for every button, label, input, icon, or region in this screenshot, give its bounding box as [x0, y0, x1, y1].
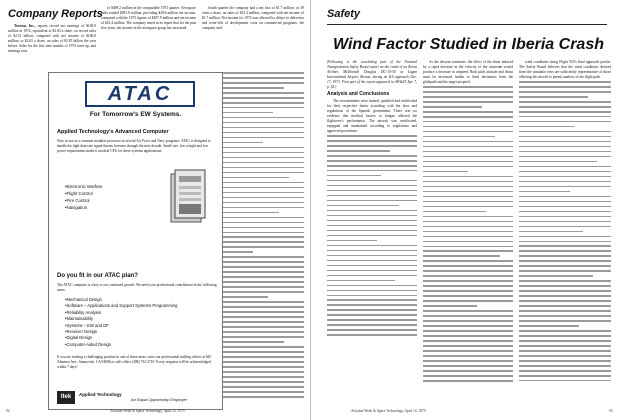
itek-logo: Itek	[57, 391, 75, 404]
article-column-1	[327, 60, 417, 400]
ad-body: The ATAC computer is a key to our continued growth. We need your professional contribution in the following areas:	[57, 283, 217, 292]
list-item: • Reliability Analysis	[65, 310, 215, 316]
list-item: • Computer-Aided Design	[65, 342, 215, 348]
article-subhead: Analysis and Conclusions	[327, 91, 390, 97]
section-rule	[327, 24, 607, 25]
footer-right: Aviation Week & Space Technology, April 14, 1975	[351, 409, 426, 413]
list-item: • Flight Control	[65, 190, 160, 197]
equal-opportunity-line: An Equal Opportunity Employer	[131, 397, 188, 402]
lead-label: Textron, Inc.,	[14, 24, 36, 28]
article-column-2: As the descent continues, the effect of the shear induced by a rapid decrease in the velocity of the airstream would produce a decrease in airspeed. Both pitch attitude and thrust must be increased further to limit deviations from the glidepath and the target airspeed.	[423, 60, 513, 400]
page-number-left: 92	[6, 409, 10, 413]
computer-module-image	[167, 168, 209, 226]
ad-heading: Applied Technology's Advanced Computer	[57, 129, 169, 135]
brand-name: Applied Technology	[79, 392, 122, 397]
article-column-3: wind conditions along Flight 933's final approach profile. The Safety Board believes that the wind conditions derived from the simulator tests are sufficiently representative of those affecting the aircraft to permit analysis of the flight path.	[519, 60, 611, 400]
ad-question: Do you fit in our ATAC plan?	[57, 273, 138, 279]
section-title-safety: Safety	[327, 8, 361, 20]
page-number-right: 93	[609, 409, 613, 413]
list-item: • Maintainability	[65, 316, 215, 322]
list-item: • Digital Design	[65, 335, 215, 341]
right-page	[311, 0, 622, 420]
list-item: • Mechanical Design	[65, 297, 215, 303]
article-headline: Wind Factor Studied in Iberia Crash	[333, 36, 604, 53]
list-item: • Navigation	[65, 204, 160, 211]
article-column-3: fourth quarter the company had a net loss of $1.7 million, or 39 cents a share, on sales of $33.4 million, compared with net income of $1.7 million. Net income for 1974 was affected by delays in deliveries and write-offs of development costs on commercial programs, the company said.	[202, 6, 304, 30]
ad-closing: If you are seeking a challenging position in one of these areas, write our professional staffing offices at 645 Almanor Ave., Sunnyvale, CA 94086 or call collect (408) 732-2710. Every response will be acknowledged within 7 days!	[57, 355, 212, 369]
list-item: • Fire Control	[65, 197, 160, 204]
list-item: • Software – Applications and Support Systems Programming	[65, 303, 215, 309]
article-column-1-text: The crewmembers were trained, qualified and certificated for their respective duties according with the laws and regulations of the Spanish government. There was no evidence that medical factors or fatigue affected the flightcrew's performance. The aircraft was certificated, equipped and maintained according to regulations and approved procedures.	[327, 99, 417, 133]
ad-applications-list	[65, 183, 160, 211]
footer-left: Aviation Week & Space Technology, April 14, 1975	[110, 409, 185, 413]
section-title-company-reports: Company Reports	[8, 8, 103, 20]
atac-advertisement	[48, 72, 223, 410]
atac-logo: ATAC	[85, 81, 195, 107]
list-item: • Electronic Warfare	[65, 183, 160, 190]
article-column-1-text: reports record net earnings of $169.9 million in 1974, equivalent to $2.83 a share, on record sales of $2.51 billion, compared with net income of $166.0 million, or $2.65 a share, on sales of $1.85 billion the year before. Sales for the first nine months of 1974 were up, and earnings rose.	[8, 24, 96, 53]
list-item: • Systems – EW and DF	[65, 323, 215, 329]
ad-intro: Now in use as a common modular processor in several Air Force and Navy programs. ATAC is designed to handle the high-data-rate signal threats foreseen through the next decade. Small size, low weight and low power requirements make it an ideal CPU for these systems applications:	[57, 139, 211, 153]
article-column-1-lead	[8, 24, 96, 72]
ad-areas-list	[65, 297, 215, 348]
ad-tagline: For Tomorrow's EW Systems.	[89, 111, 182, 118]
list-item: • Receiver Design	[65, 329, 215, 335]
article-intro: (Following is the concluding part of the National Transportation Safety Board report on the crash of an Iberia Airlines McDonnell Douglas DC-10-30 at Logan International Airport, Boston, during an ILS approach Dec. 17, 1973. First part of the report appeared in AW&ST Apr. 7, p. 54.)	[327, 60, 417, 89]
article-column-2: of $499.2 million in the comparable 1973 quarter. Aerospace sales totaled $581.8 million, providing $28.6 million net income, compared with the 1973 figures of $497.9 million and net income of $23.4 million. The company noted in its report that for the past five years, net income in the aerospace group has increased.	[101, 6, 196, 30]
